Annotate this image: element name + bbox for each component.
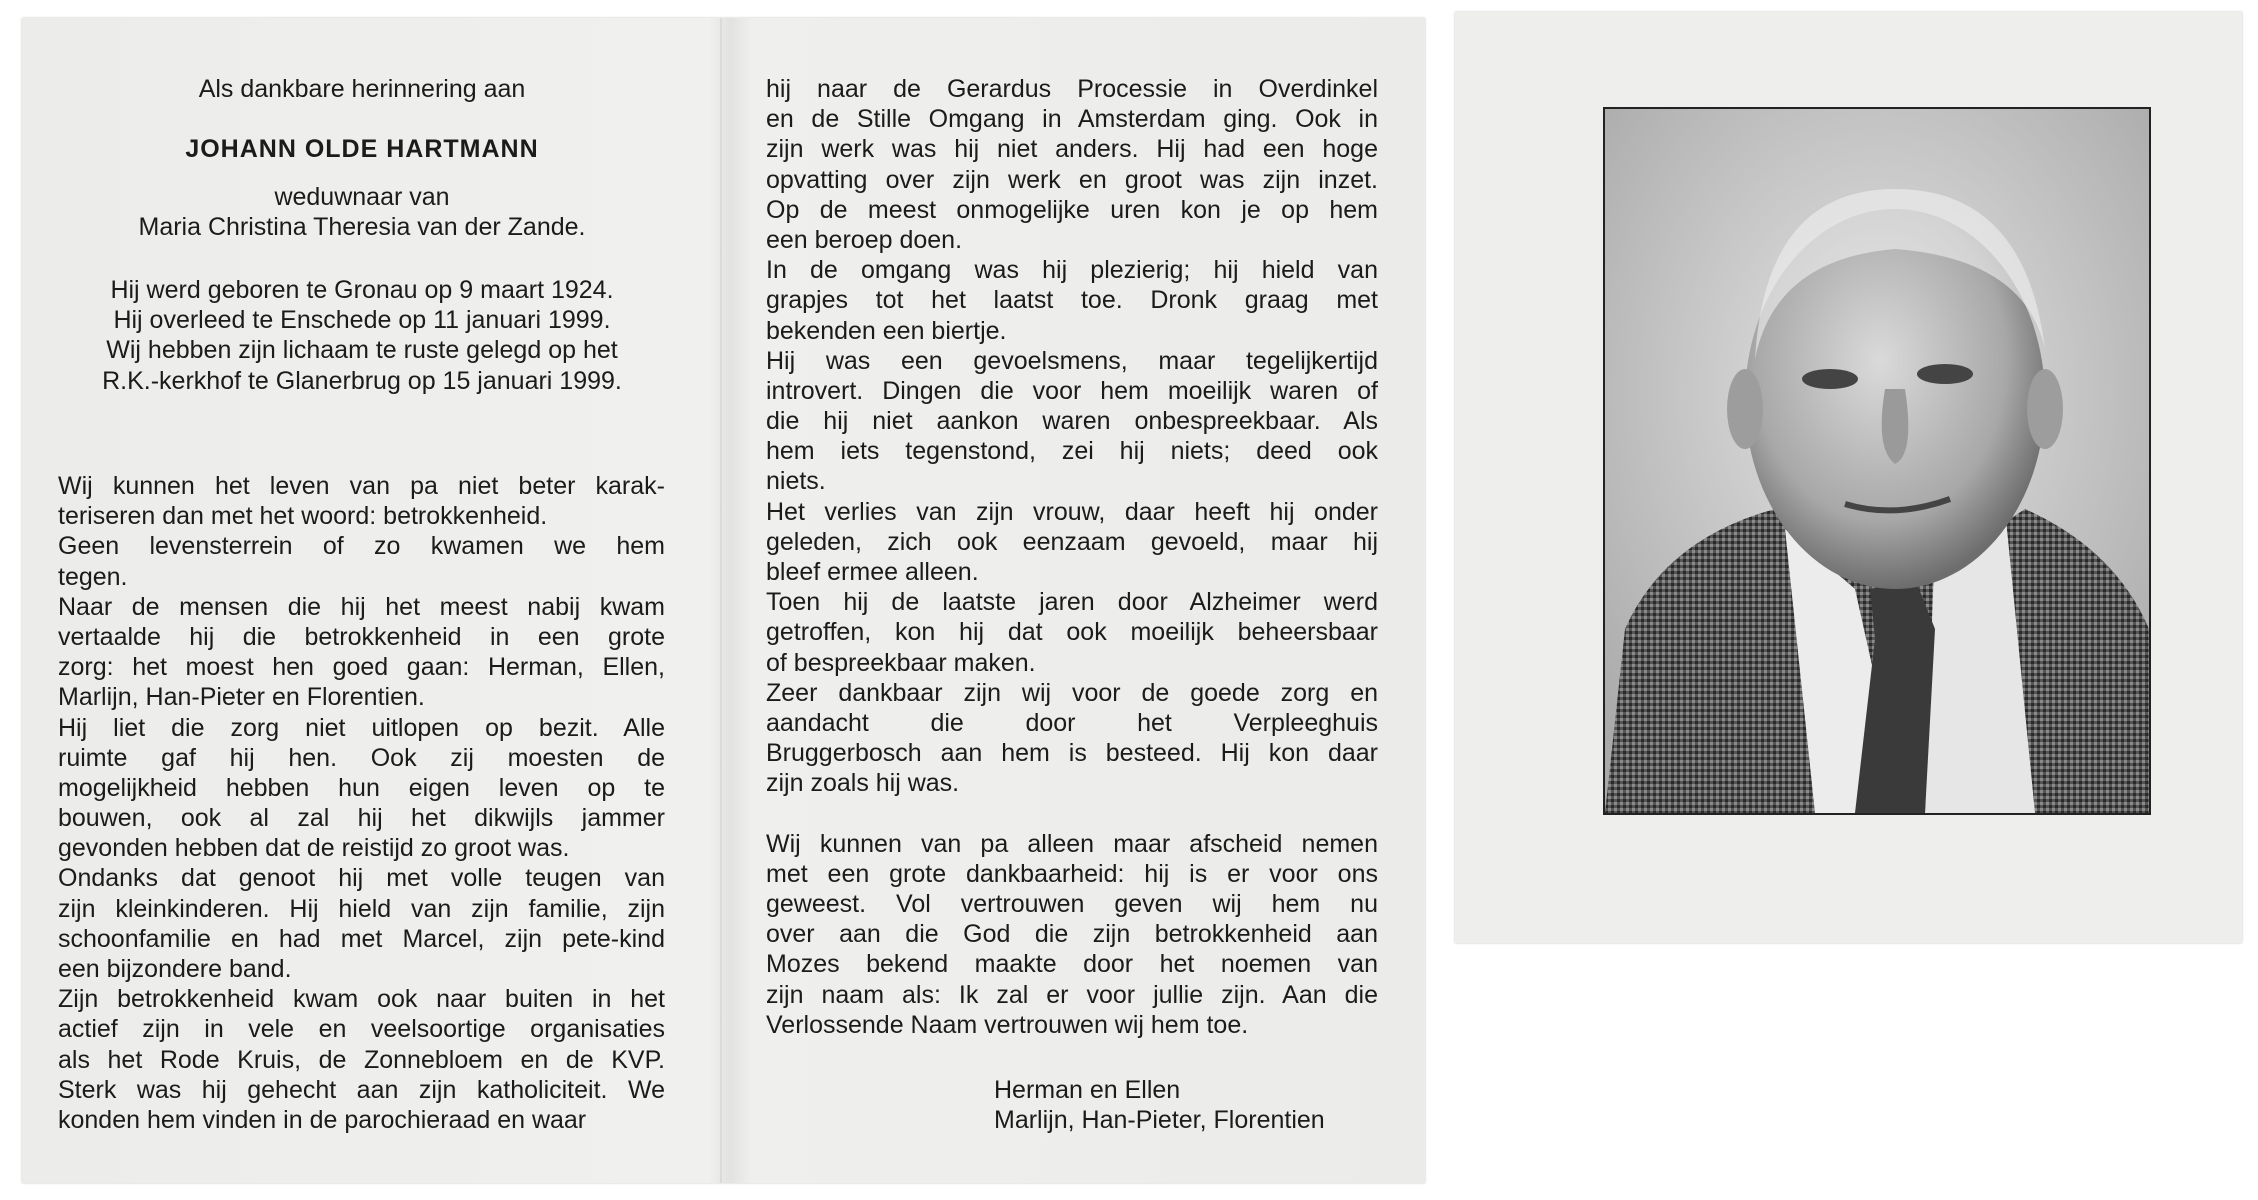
text-line: Mozes bekend maakte door het noemen van — [766, 950, 1378, 979]
text-line: Op de meest onmogelijke uren kon je op hem — [766, 195, 1378, 224]
text-line: Geen levensterrein of zo kwamen we hem — [58, 532, 665, 561]
paragraph — [58, 592, 665, 713]
text-line: zorg: het moest hen goed gaan: Herman, Ellen, — [58, 653, 665, 682]
paragraph — [766, 255, 1378, 346]
text-line: mogelijkheid hebben hun eigen leven op te — [58, 773, 665, 802]
text-line: Hij was een gevoelsmens, maar tegelijkertijd — [766, 346, 1378, 375]
memorial-card-text-page — [22, 18, 1425, 1183]
text-line: hij naar de Gerardus Processie in Overdinkel — [766, 75, 1378, 103]
paragraph — [58, 713, 665, 864]
text-line: en de Stille Omgang in Amsterdam ging. Ook in — [766, 105, 1378, 134]
text-line: een bijzondere band. — [58, 955, 292, 983]
text-line: Toen hij de laatste jaren door Alzheimer werd — [766, 588, 1378, 617]
text-line: Wij kunnen het leven van pa niet beter karak- — [58, 472, 665, 500]
text-line: niets. — [766, 467, 826, 496]
text-line: actief zijn in vele en veelsoortige organisaties — [58, 1015, 665, 1044]
signature-block — [994, 1075, 1414, 1135]
spouse-name: Maria Christina Theresia van der Zande. — [138, 212, 586, 241]
text-line: over aan die God die zijn betrokkenheid aan — [766, 920, 1378, 949]
text-line: vertaalde hij die betrokkenheid in een grote — [58, 622, 665, 651]
deceased-name: JOHANN OLDE HARTMANN — [185, 135, 539, 164]
text-line: Verlossende Naam vertrouwen wij hem toe. — [766, 1010, 1249, 1039]
text-line: Bruggerbosch aan hem is besteed. Hij kon daar — [766, 739, 1378, 768]
text-line: als het Rode Kruis, de Zonnebloem en de KVP. — [58, 1045, 665, 1074]
text-line: tegen. — [58, 562, 128, 591]
text-line: die hij niet aankon waren onbespreekbaar. Als — [766, 407, 1378, 436]
text-line: hem iets tegenstond, zei hij niets; deed ook — [766, 437, 1378, 466]
burial-line-1: Wij hebben zijn lichaam te ruste gelegd op het — [106, 336, 618, 365]
portrait-photo — [1603, 107, 2151, 815]
text-line: aandacht die door het Verpleeghuis — [766, 708, 1378, 737]
death-line: Hij overleed te Enschede op 11 januari 1999. — [113, 306, 611, 335]
birth-line: Hij werd geboren te Gronau op 9 maart 1924. — [110, 275, 614, 304]
text-line: Naar de mensen die hij het meest nabij kwam — [58, 592, 665, 621]
text-line: ruimte gaf hij hen. Ook zij moesten de — [58, 743, 665, 772]
text-line: grapjes tot het laatst toe. Dronk graag met — [766, 286, 1378, 315]
text-line: bouwen, ook al zal hij het dikwijls jammer — [58, 804, 665, 833]
text-line: opvatting over zijn werk en groot was zijn inzet. — [766, 165, 1378, 194]
paragraph — [766, 829, 1378, 1040]
paragraph — [58, 984, 665, 1135]
text-line: Marlijn, Han-Pieter en Florentien. — [58, 683, 425, 712]
card-fold-line — [720, 18, 722, 1183]
text-line: Hij liet die zorg niet uitlopen op bezit. Alle — [58, 713, 665, 742]
text-line: bleef ermee alleen. — [766, 558, 979, 586]
paragraph — [766, 587, 1378, 678]
right-column-text — [766, 74, 1378, 1040]
signature-line: Marlijn, Han-Pieter, Florentien — [994, 1106, 1325, 1135]
text-line: gevonden hebben dat de reistijd zo groot was. — [58, 834, 570, 863]
paragraph — [58, 531, 665, 591]
text-line: zijn naam als: Ik zal er voor jullie zijn. Aan die — [766, 980, 1378, 1009]
burial-line-2: R.K.-kerkhof te Glanerbrug op 15 januari 1999. — [102, 366, 622, 395]
text-line: Ondanks dat genoot hij met volle teugen van — [58, 864, 665, 893]
text-line: Wij kunnen van pa alleen maar afscheid nemen — [766, 829, 1378, 858]
left-column-text — [58, 471, 665, 1135]
text-line: of bespreekbaar maken. — [766, 648, 1036, 677]
text-line: een beroep doen. — [766, 225, 963, 254]
text-line: getroffen, kon hij dat ook moeilijk beheersbaar — [766, 618, 1378, 647]
text-line: zijn werk was hij niet anders. Hij had een hoge — [766, 135, 1378, 164]
text-line: zijn kleinkinderen. Hij hield van zijn familie, zijn — [58, 894, 665, 923]
text-line: geleden, zich ook eenzaam gevoeld, maar hij — [766, 527, 1378, 556]
text-line: geweest. Vol vertrouwen geven wij hem nu — [766, 890, 1378, 919]
paragraph — [58, 471, 665, 531]
header-block — [52, 74, 672, 396]
text-line: introvert. Dingen die voor hem moeilijk waren of — [766, 376, 1378, 405]
text-line: Zijn betrokkenheid kwam ook naar buiten in het — [58, 985, 665, 1014]
text-line: Het verlies van zijn vrouw, daar heeft hij onder — [766, 497, 1378, 526]
memorial-card-photo-page — [1455, 12, 2242, 943]
widower-line: weduwnaar van — [274, 182, 450, 211]
paragraph — [766, 497, 1378, 588]
signature-line: Herman en Ellen — [994, 1076, 1181, 1104]
paragraph — [766, 346, 1378, 497]
paragraph — [58, 863, 665, 984]
paragraph — [766, 74, 1378, 255]
text-line: schoonfamilie en had met Marcel, zijn pete-kind — [58, 924, 665, 953]
text-line: bekenden een biertje. — [766, 316, 1007, 345]
text-line: konden hem vinden in de parochieraad en waar — [58, 1105, 587, 1134]
dedication-line: Als dankbare herinnering aan — [198, 75, 526, 103]
text-line: teriseren dan met het woord: betrokkenheid. — [58, 502, 548, 531]
text-line: zijn zoals hij was. — [766, 769, 960, 798]
text-line: Zeer dankbaar zijn wij voor de goede zorg en — [766, 678, 1378, 707]
text-line: Sterk was hij gehecht aan zijn katholiciteit. We — [58, 1075, 665, 1104]
paragraph — [766, 678, 1378, 799]
text-line: met een grote dankbaarheid: hij is er voor ons — [766, 859, 1378, 888]
text-line: In de omgang was hij plezierig; hij hield van — [766, 256, 1378, 285]
